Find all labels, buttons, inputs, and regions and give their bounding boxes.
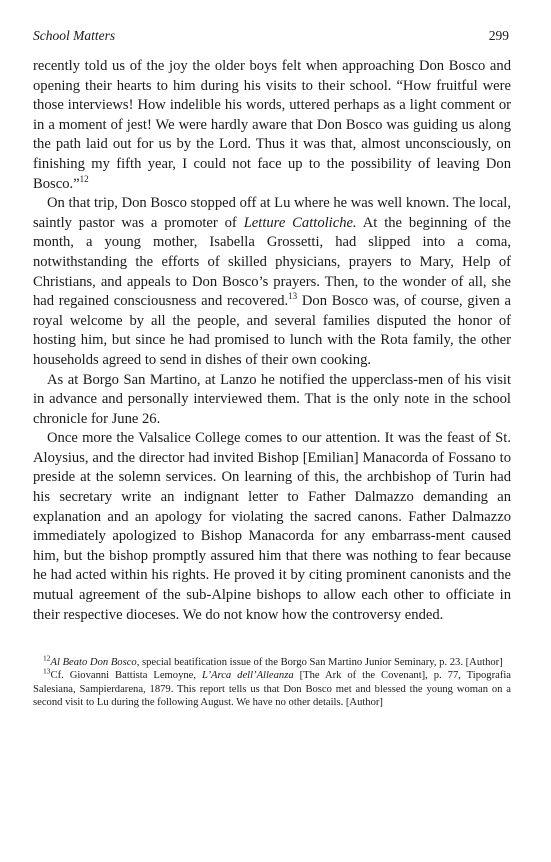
footnote-13 (33, 666, 511, 709)
footnote-13-italic-title: L’Arca dell’Alleanza (201, 670, 294, 682)
footnote-12-text: special beatification issue of the Borgo San Martino Junior Seminary, p. 23. [Author] (142, 657, 503, 668)
running-title: School Matters (33, 28, 116, 43)
paragraph-2-text-a: On that trip, Don Bosco stopped off at Lu where he was well known. The local, saintly pastor was a promoter of (33, 195, 511, 231)
running-head (33, 27, 511, 45)
footnote-12 (33, 653, 511, 669)
footnote-ref-13: 13 (288, 291, 298, 302)
paragraph-2-text-c: Don Bosco was, of course, given a royal welcome by all the people, and several families disputed the honor of hosting him, but since he had promised to lunch with the Rota family, the other households agreed to send in dishes of their own cooking. (33, 293, 511, 368)
paragraph-2-italic-title: Letture Cattoliche. (243, 214, 357, 231)
paragraph-4: Once more the Valsalice College comes to our attention. It was the feast of St. Aloysius, and the director had invited Bishop [Emilian] Manacorda of Fossano to preside at the solemn services. On learning of this, the archbishop of Turin had his secretary write an indignant letter to Father Dalmazzo demanding an explanation and an apology for violating the sacred canons. Father Dalmazzo immediately apologized to Bishop Manacorda for any embarrass-ment caused him, but the bishop promptly assured him that there was nothing to fear because he had acted within his rights. He proved it by citing prominent canonists and the mutual agreement of the sub-Alpine bishops to allow each other to officiate in their respective dioceses. We do not know how the controversy ended. (33, 430, 511, 623)
footnote-13-text-a: Cf. Giovanni Battista Lemoyne, (50, 670, 197, 682)
footnote-13-text-b: [The Ark of the Covenant], p. 77, Tipografia Salesiana, Sampierdarena, 1879. This report tells us that Don Bosco met and blessed the young woman on a second visit to Lu during the following August. We have no other details. [Author] (33, 670, 511, 708)
footnote-12-italic-title: Al Beato Don Bosco, (50, 657, 140, 668)
paragraph-2 (33, 194, 511, 370)
paragraph-1-text: recently told us of the joy the older boys felt when approaching Don Bosco and opening their hearts to him during his visits to their school. “How fruitful were those interviews! How indelible his words, uttered perhaps as a light comment or in a moment of jest! We were hardly aware that Don Bosco was guiding us along the path laid out for us by the Lord. Thus it was that, almost unconsciously, on finishing my fifth year, I could not face up to the possibility of leaving Don Bosco.” (33, 58, 511, 192)
footnote-ref-12: 12 (79, 173, 89, 184)
paragraph-2-text-b: At the beginning of the month, a young mother, Isabella Grossetti, had slipped into a coma, notwithstanding the efforts of skilled physicians, prayers to Mary, Help of Christians, and appeals to Don Bosco’s prayers. Then, to the wonder of all, she had regained consciousness and recovered. (33, 214, 512, 310)
book-page (33, 0, 511, 862)
page-number: 299 (488, 28, 509, 43)
footnote-12-number: 12 (43, 653, 51, 663)
paragraph-3: As at Borgo San Martino, at Lanzo he notified the upperclass-men of his visit in advance and personally interviewed them. That is the only note in the school chronicle for June 26. (33, 371, 511, 427)
paragraph-1 (33, 57, 511, 194)
body-text (33, 57, 511, 625)
footnotes (33, 653, 511, 709)
footnote-13-number: 13 (43, 666, 51, 676)
